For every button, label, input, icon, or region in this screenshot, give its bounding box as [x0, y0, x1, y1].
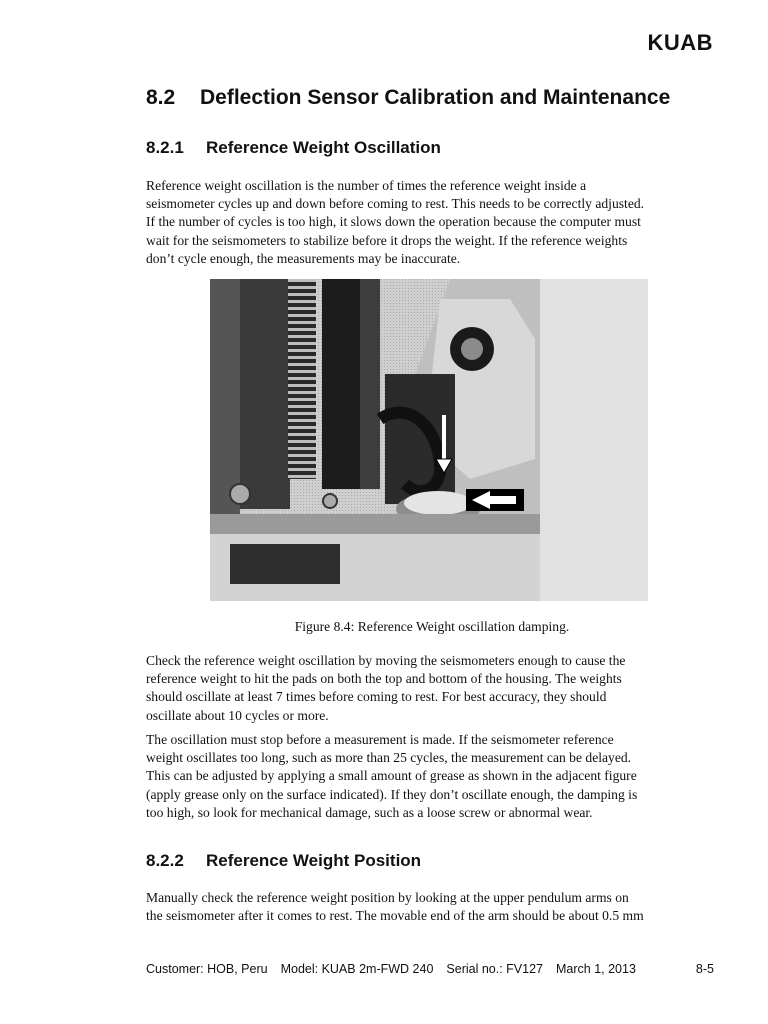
section-heading: [146, 86, 670, 110]
text-line: wait for the seismometers to stabilize before it drops the weight. If the reference weights: [146, 232, 628, 248]
figure-photo: [210, 279, 648, 601]
seismometer-photo: [210, 279, 648, 601]
text-line: should oscillate at least 7 times before coming to rest. For best accuracy, they should: [146, 689, 607, 705]
footer-model: Model: KUAB 2m-FWD 240: [280, 962, 434, 976]
footer-date: March 1, 2013: [556, 962, 636, 976]
text-line: (apply grease only on the surface indicated). If they don’t oscillate enough, the damping is: [146, 786, 638, 802]
section-number: 8.2: [146, 86, 176, 109]
text-line: don’t cycle enough, the measurements may be inaccurate.: [146, 250, 461, 266]
subsection-title: Reference Weight Position: [206, 851, 422, 870]
subsection-number: 8.2.1: [146, 138, 184, 157]
text-line: reference weight to hit the pads on both the top and bottom of the housing. The weights: [146, 671, 622, 687]
position-paragraph: [146, 889, 718, 925]
footer-serial: Serial no.: FV127: [446, 962, 543, 976]
subsection-title: Reference Weight Oscillation: [206, 138, 441, 157]
brand-logo: KUAB: [647, 30, 713, 55]
subsection-heading-2: [146, 851, 421, 871]
subsection-number: 8.2.2: [146, 851, 184, 870]
footer-customer: Customer: HOB, Peru: [146, 962, 268, 976]
text-line: This can be adjusted by applying a small amount of grease as shown in the adjacent figure: [146, 768, 637, 784]
intro-paragraph: [146, 177, 718, 268]
text-line: Manually check the reference weight position by looking at the upper pendulum arms on: [146, 890, 629, 905]
text-line: weight oscillates too long, such as more than 25 cycles, the measurement can be delayed.: [146, 750, 632, 766]
subsection-heading-1: [146, 138, 441, 158]
page-number: 8-5: [695, 962, 714, 976]
text-line: The oscillation must stop before a measurement is made. If the seismometer reference: [146, 732, 614, 747]
text-line: Check the reference weight oscillation by moving the seismometers enough to cause the: [146, 653, 626, 668]
text-line: seismometer cycles up and down before coming to rest. This needs to be correctly adjusted.: [146, 196, 645, 212]
text-line: oscillate about 10 cycles or more.: [146, 707, 329, 723]
text-line: Reference weight oscillation is the number of times the reference weight inside a: [146, 178, 587, 193]
oscillation-paragraph: [146, 731, 718, 822]
text-line: If the number of cycles is too high, it slows down the operation because the computer must: [146, 214, 641, 230]
text-line: the seismometer after it comes to rest. The movable end of the arm should be about 0.5 mm: [146, 908, 644, 924]
section-title: Deflection Sensor Calibration and Maintenance: [200, 86, 671, 109]
figure-caption: Figure 8.4: Reference Weight oscillation damping.: [294, 619, 570, 634]
check-paragraph: [146, 652, 718, 725]
text-line: too high, so look for mechanical damage, such as a loose screw or abnormal wear.: [146, 804, 593, 820]
page-footer: [146, 962, 714, 976]
